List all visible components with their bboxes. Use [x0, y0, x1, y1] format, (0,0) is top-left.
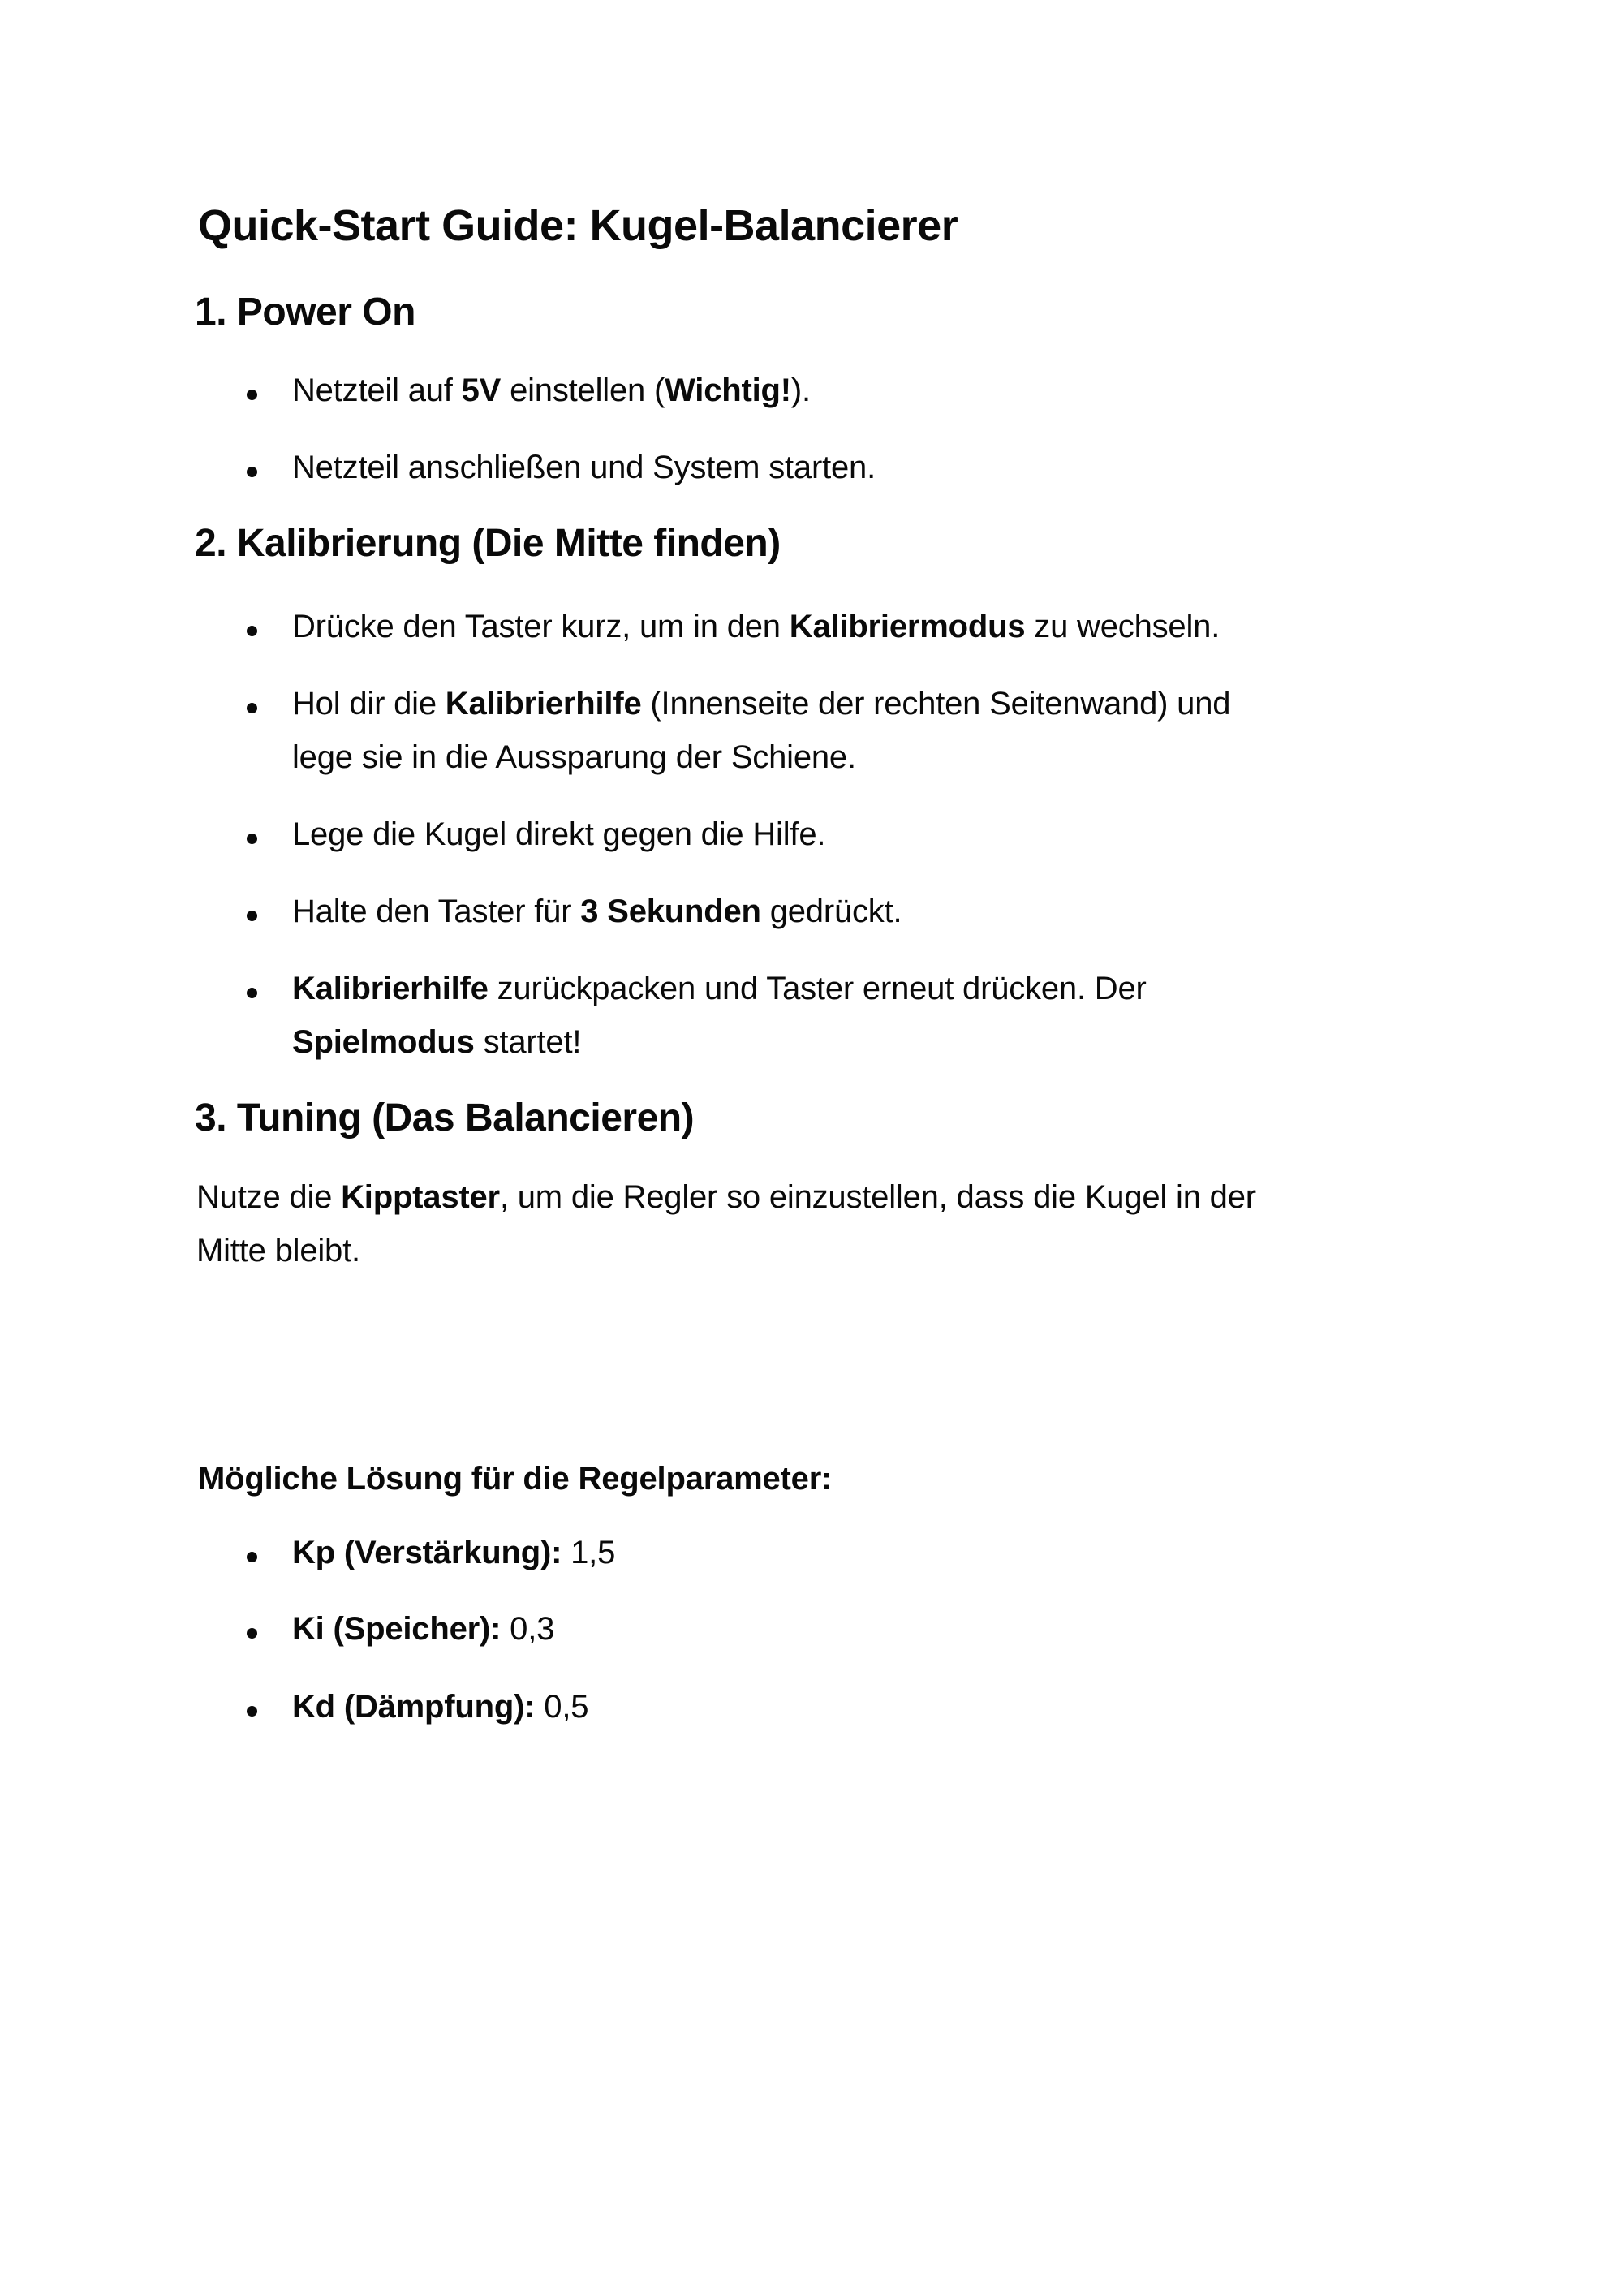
text-run: 1,5: [562, 1535, 616, 1570]
list-item-ki: [292, 1602, 1428, 1656]
heading-kalibrierung: 2. Kalibrierung (Die Mitte finden): [195, 522, 781, 565]
list-item: [292, 364, 1428, 417]
list-item: [292, 600, 1428, 653]
text-run: einstellen (: [501, 373, 665, 408]
list-item: [292, 808, 1428, 861]
text-run: Netzteil anschließen und System starten.: [292, 450, 876, 485]
list-item-kd: [292, 1680, 1428, 1734]
bold-text-run: Kalibrierhilfe: [445, 686, 642, 722]
bullet-icon: [247, 1628, 257, 1639]
text-run: Hol dir die: [292, 686, 446, 722]
bullet-icon: [247, 703, 257, 713]
text-run: 0,5: [535, 1689, 589, 1725]
bullet-icon: [247, 626, 257, 636]
list-item: [292, 962, 1428, 1069]
bold-text-run: Kipptaster: [341, 1179, 500, 1215]
text-run: zu wechseln.: [1025, 609, 1220, 644]
bold-text-run: Kp (Verstärkung):: [292, 1535, 562, 1570]
list-item-text: [292, 450, 876, 485]
bold-text-run: Kd (Dämpfung):: [292, 1689, 536, 1725]
bullet-icon: [247, 988, 257, 998]
list-item-text: [292, 1689, 588, 1725]
document-title: Quick-Start Guide: Kugel-Balancierer: [198, 201, 958, 250]
text-run: Lege die Kugel direkt gegen die Hilfe.: [292, 816, 826, 852]
solution-heading: Mögliche Lösung für die Regelparameter:: [198, 1461, 833, 1497]
bold-text-run: Ki (Speicher):: [292, 1611, 502, 1647]
text-run: zurückpacken und Taster erneut drücken. Der: [488, 971, 1147, 1006]
bullet-icon: [247, 390, 257, 400]
list-item-text: [292, 894, 902, 929]
list-item: [292, 885, 1428, 938]
list-item-text: [292, 686, 1230, 775]
text-run: Halte den Taster für: [292, 894, 581, 929]
text-run: Nutze die: [196, 1179, 342, 1215]
bullet-icon: [247, 1706, 257, 1717]
bullet-icon: [247, 1552, 257, 1562]
text-run: lege sie in die Aussparung der Schiene.: [292, 739, 856, 775]
tuning-paragraph: [196, 1170, 1430, 1277]
text-run: Netzteil auf: [292, 373, 462, 408]
text-run: (Innenseite der rechten Seitenwand) und: [641, 686, 1231, 722]
list-item-text: [292, 1535, 615, 1570]
text-run: startet!: [474, 1024, 582, 1060]
list-item-text: [292, 816, 825, 852]
bold-text-run: Kalibriermodus: [789, 609, 1026, 644]
list-item-text: [292, 609, 1220, 644]
list-item-text: [292, 971, 1147, 1060]
text-run: Mitte bleibt.: [196, 1233, 360, 1269]
bullet-icon: [247, 834, 257, 844]
bold-text-run: 3 Sekunden: [580, 894, 761, 929]
bold-text-run: Spielmodus: [292, 1024, 475, 1060]
list-item: [292, 677, 1428, 784]
text-run: gedrückt.: [760, 894, 902, 929]
heading-power-on: 1. Power On: [195, 291, 415, 334]
text-run: Drücke den Taster kurz, um in den: [292, 609, 790, 644]
bullet-icon: [247, 911, 257, 921]
bullet-icon: [247, 467, 257, 477]
list-item-text: [292, 1611, 554, 1647]
list-item-kp: [292, 1526, 1428, 1579]
text-run: 0,3: [501, 1611, 555, 1647]
text-run: ).: [790, 373, 811, 408]
list-item-text: [292, 373, 811, 408]
list-item: [292, 441, 1428, 494]
heading-tuning: 3. Tuning (Das Balancieren): [195, 1096, 695, 1139]
bold-text-run: Kalibrierhilfe: [292, 971, 489, 1006]
text-run: , um die Regler so einzustellen, dass die Kugel in der: [499, 1179, 1256, 1215]
bold-text-run: 5V: [461, 373, 502, 408]
bold-text-run: Wichtig!: [665, 373, 791, 408]
